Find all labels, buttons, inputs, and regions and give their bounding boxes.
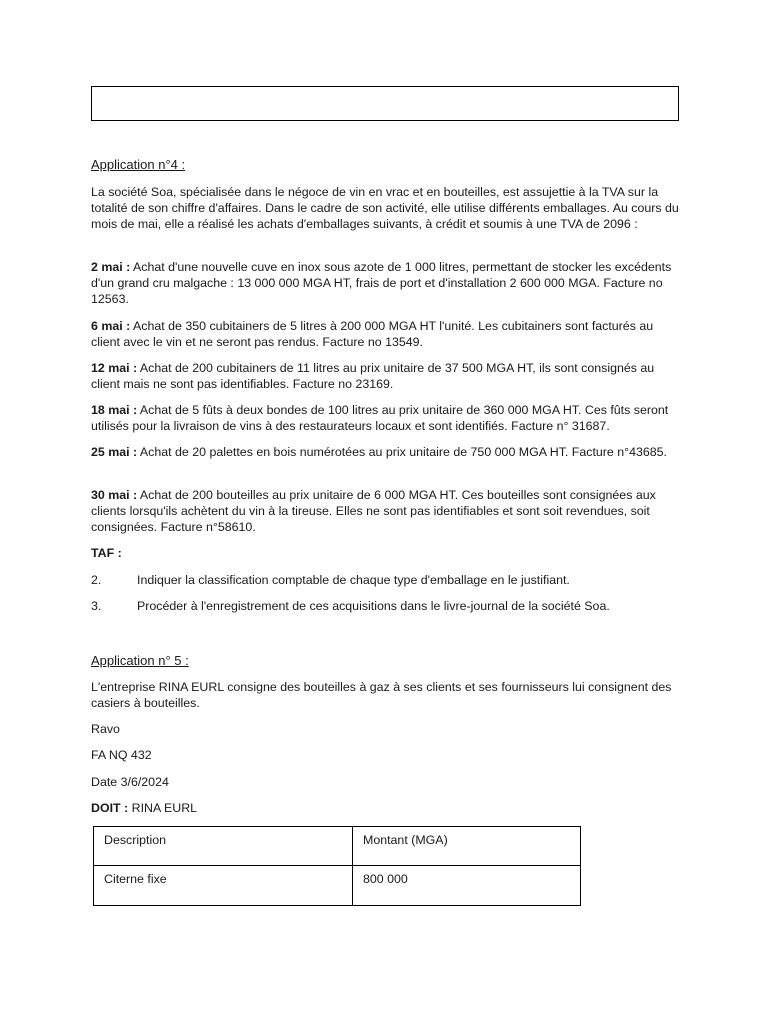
invoice-table: [93, 826, 581, 906]
app5-intro: [91, 679, 681, 711]
entry-25-mai: [91, 444, 681, 460]
taf-item-number: 2.: [91, 573, 102, 587]
entry-date: 12 mai :: [91, 361, 138, 375]
app5-intro-text: L'entreprise RINA EURL consigne des bouteilles à gaz à ses clients et ses fournisseurs lui consignent des casiers à bouteilles.: [91, 680, 672, 711]
app5-heading: [91, 653, 681, 669]
entry-2-mai: [91, 259, 681, 308]
doit-line: [91, 800, 681, 816]
entry-text: Achat de 5 fûts à deux bondes de 100 litres au prix unitaire de 360 000 MGA HT. Ces fûts seront utilisés pour la livraison de vins à des restaurateurs locaux et sont identifiés. Facture n° 31687.: [91, 403, 669, 434]
taf-label: [91, 545, 681, 561]
entry-text: Achat de 350 cubitainers de 5 litres à 200 000 MGA HT l'unité. Les cubitainers sont facturés au client avec le vin et ne seront pas rendus. Facture no 13549.: [91, 319, 654, 350]
entry-12-mai: [91, 360, 681, 392]
doit-value: RINA EURL: [128, 801, 198, 815]
entry-text: Achat de 20 palettes en bois numérotées au prix unitaire de 750 000 MGA HT. Facture n°43685.: [137, 445, 667, 459]
taf-item-text: Indiquer la classification comptable de chaque type d'emballage en le justifiant.: [137, 573, 570, 587]
line-date-text: Date 3/6/2024: [91, 775, 169, 789]
line-ravo: [91, 721, 681, 737]
line-date: [91, 774, 681, 790]
taf-item-text: Procéder à l'enregistrement de ces acquisitions dans le livre-journal de la société Soa.: [137, 599, 610, 613]
table-header-cell: Description: [94, 827, 353, 866]
line-ravo-text: Ravo: [91, 722, 120, 736]
app4-heading: [91, 157, 681, 173]
table-cell: 800 000: [353, 866, 581, 906]
entry-date: 6 mai :: [91, 319, 131, 333]
app4-intro-text: La société Soa, spécialisée dans le négoce de vin en vrac et en bouteilles, est assujettie à la TVA sur la totalité de son chiffre d'affaires. Dans le cadre de son activité, elle utilise différents emballages. Au cours du mois de mai, elle a réalisé les achats d'emballages suivants, à crédit et soumis à une TVA de 2096 :: [91, 185, 679, 232]
app4-intro: [91, 184, 681, 233]
title-box: [91, 86, 679, 121]
entry-text: Achat de 200 cubitainers de 11 litres au prix unitaire de 37 500 MGA HT, ils sont consignés au client mais ne sont pas identifiables. Facture no 23169.: [91, 361, 655, 392]
entry-6-mai: [91, 318, 681, 350]
entry-date: 18 mai :: [91, 403, 138, 417]
table-row: [94, 866, 581, 906]
entry-30-mai: [91, 487, 681, 536]
table-header-cell: Montant (MGA): [353, 827, 581, 866]
entry-date: 2 mai :: [91, 260, 131, 274]
entry-date: 30 mai :: [91, 488, 138, 502]
entry-18-mai: [91, 402, 681, 434]
entry-text: Achat de 200 bouteilles au prix unitaire de 6 000 MGA HT. Ces bouteilles sont consignées aux clients lorsqu'ils achètent du vin à la tireuse. Elles ne sont pas identifiables et sont soit revendues, soit consignées. Facture n°58610.: [91, 488, 656, 535]
taf-item-number: 3.: [91, 599, 102, 613]
app4-heading-text: Application n°4 :: [91, 157, 186, 172]
entry-date: 25 mai :: [91, 445, 138, 459]
table-header-row: [94, 827, 581, 866]
doit-label: DOIT :: [91, 801, 129, 815]
app5-heading-text: Application n° 5 :: [91, 653, 189, 668]
line-fa: [91, 747, 681, 763]
table-cell: Citerne fixe: [94, 866, 353, 906]
line-fa-text: FA NQ 432: [91, 748, 152, 762]
entry-text: Achat d'une nouvelle cuve en inox sous azote de 1 000 litres, permettant de stocker les excédents d'un grand cru malgache : 13 000 000 MGA HT, frais de port et d'installation 2 600 000 MGA. Facture no 12563.: [91, 260, 672, 307]
taf-label-text: TAF :: [91, 546, 122, 560]
